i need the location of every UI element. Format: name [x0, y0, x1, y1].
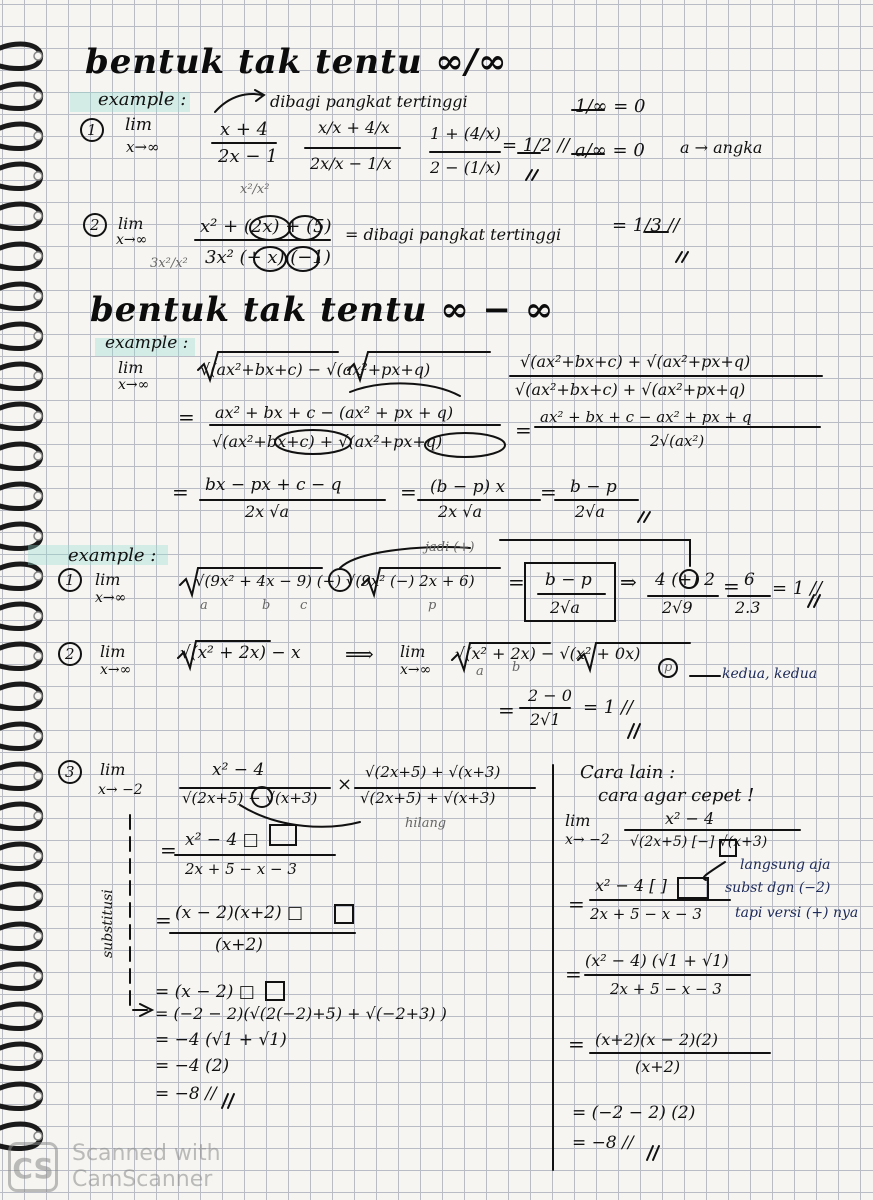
ex2-note: = dibagi pangkat tertinggi: [345, 225, 562, 244]
s3-ex1-res-den: 2.3: [735, 598, 761, 617]
section2-eq-5: =: [540, 480, 557, 504]
ex1-expr-den: 2x − 1: [218, 146, 278, 167]
ex1-step2-num: 1 + (4/x): [430, 124, 501, 143]
cara-lain-expr-num: x² − 4: [665, 809, 715, 828]
s3-ex3-expr-num: x² − 4: [212, 760, 265, 780]
s3-ex1-arrow: ⇒: [620, 570, 637, 594]
s3-ex1-sub-num: 4 (+) 2: [655, 570, 715, 590]
section2-line3-b-den: 2x √a: [438, 502, 483, 521]
cara-lain-s3-num: (x+2)(x − 2)(2): [595, 1030, 719, 1049]
s3-ex2-mark-p: p: [664, 660, 673, 675]
ex1-step1-den: 2x/x − 1/x: [310, 154, 392, 173]
s3-ex1-lim: lim: [95, 570, 121, 589]
section2-lim-sub: x→∞: [118, 377, 150, 393]
cara-lain-expr-den: √(2x+5) [−] √(x+3): [630, 834, 768, 850]
cara-lain-lim: lim: [565, 811, 591, 830]
s3-ex1-expr: √(9x² + 4x − 9) (−) √(9x² (−) 2x + 6): [195, 572, 475, 590]
s3-ex3-tail-5: = −8 //: [155, 1084, 217, 1104]
s3-ex3-step2-den: (x+2): [215, 935, 263, 955]
section2-line2-den: √(ax²+bx+c) + √(ax²+px+q): [212, 432, 443, 451]
section2-line3-b-num: (b − p) x: [430, 477, 506, 497]
section3-jadi-note: jadi (+): [425, 540, 475, 555]
cara-lain-subtitle: cara agar cepet !: [598, 785, 755, 806]
section2-line3-c-num: b − p: [570, 477, 617, 497]
s3-ex2-step-den: 2√1: [530, 710, 561, 729]
ex1-lim-sub: x→∞: [126, 138, 160, 156]
ex2-lim-sub: x→∞: [116, 232, 148, 248]
ex2-side-mark-1: x²/x²: [240, 182, 270, 197]
ex2-lim: lim: [118, 214, 144, 233]
s3-ex3-tail-2: = (−2 − 2)(√(2(−2)+5) + √(−2+3) ): [155, 1004, 447, 1023]
cara-lain-s5: = −8 //: [572, 1133, 634, 1153]
s3-ex2-arrow: ⟹: [345, 642, 374, 666]
s3-ex1-sub-den: 2√9: [662, 598, 693, 617]
cara-lain-note-3: tapi versi (+) nya: [735, 905, 859, 921]
cara-lain-s1-num: x² − 4 [ ]: [595, 876, 667, 895]
camscanner-logo-icon: CS: [8, 1142, 58, 1192]
s3-ex2-note: kedua, kedua: [722, 666, 818, 682]
cara-lain-lim-sub: x→ −2: [565, 832, 610, 848]
ex1-number: 1: [87, 121, 97, 139]
s3-ex3-lim-sub: x→ −2: [98, 782, 143, 798]
s3-ex3-hilang: hilang: [405, 816, 447, 831]
ex2-number: 2: [90, 216, 100, 234]
section3-example-label: example :: [68, 545, 157, 566]
section2-line2-right-num: ax² + bx + c − ax² + px + q: [540, 408, 752, 426]
section2-line2-right-den: 2√(ax²): [650, 432, 705, 450]
cara-lain-title: Cara lain :: [580, 762, 676, 783]
s3-ex3-step2-num: (x − 2)(x+2) □: [175, 903, 304, 923]
ex2-expr-den: 3x² (+ x) (−1): [205, 247, 331, 268]
cara-lain-eq-3: =: [568, 1032, 585, 1056]
section1-example-label: example :: [98, 89, 187, 110]
s3-ex3-side-label: substitusi: [100, 889, 116, 958]
cara-lain-eq-1: =: [568, 892, 585, 916]
ex1-step2-den: 2 − (1/x): [430, 158, 501, 177]
rule-1: 1/∞ = 0: [575, 96, 646, 117]
s3-ex2-step-num: 2 − 0: [528, 686, 572, 705]
s3-ex1-lim-sub: x→∞: [95, 590, 127, 606]
s3-ex2-result: = 1 //: [583, 697, 634, 718]
section2-line3-c-den: 2√a: [575, 502, 605, 521]
ex2-side-mark-2: 3x²/x²: [150, 256, 188, 271]
s3-ex3-times: ×: [337, 774, 353, 795]
s3-ex3-tail-3: = −4 (√1 + √1): [155, 1030, 287, 1050]
section2-line3-a-num: bx − px + c − q: [205, 475, 342, 495]
s3-ex3-tail-1: = (x − 2) □: [155, 982, 255, 1002]
s3-ex3-conj-num: √(2x+5) + √(x+3): [365, 763, 501, 781]
section2-eq-4: =: [400, 480, 417, 504]
s3-ex1-res-num: 6: [744, 570, 755, 590]
section2-eq-1: =: [178, 405, 195, 429]
s3-ex1-eq-2: =: [723, 574, 740, 598]
s3-ex2-mark-b: b: [512, 660, 521, 675]
watermark-line-2: CamScanner: [72, 1167, 213, 1192]
s3-ex2-number: 2: [65, 645, 75, 663]
ex1-lim: lim: [125, 115, 152, 135]
section2-title: bentuk tak tentu ∞ − ∞: [90, 290, 555, 330]
cara-lain-note-2: subst dgn (−2): [725, 880, 831, 896]
ex1-expr-num: x + 4: [220, 119, 269, 140]
s3-ex3-step1-den: 2x + 5 − x − 3: [185, 860, 297, 878]
section2-line3-a-den: 2x √a: [245, 502, 290, 521]
section2-eq-2: =: [515, 418, 532, 442]
s3-ex2-expr: √(x² + 2x) − x: [180, 643, 301, 663]
s3-ex1-mark-c: c: [300, 598, 308, 613]
s3-ex3-step1-num: x² − 4 □: [185, 830, 259, 850]
section2-expr: √(ax²+bx+c) − √(ax²+px+q): [200, 360, 431, 379]
cara-lain-s1-den: 2x + 5 − x − 3: [590, 905, 702, 923]
cara-lain-s2-num: (x² − 4) (√1 + √1): [585, 951, 729, 970]
section2-eq-3: =: [172, 480, 189, 504]
s3-ex3-eq-1: =: [160, 838, 177, 862]
section2-example-label: example :: [105, 333, 189, 353]
s3-ex1-mark-a: a: [200, 598, 208, 613]
cara-lain-eq-2: =: [565, 962, 582, 986]
s3-ex2-lim-sub: x→∞: [100, 662, 132, 678]
s3-ex3-conj-den: √(2x+5) + √(x+3): [360, 789, 496, 807]
s3-ex2-mark-a: a: [476, 664, 484, 679]
s3-ex2-rhs-lim: lim: [400, 642, 426, 661]
s3-ex2-rhs-lim-sub: x→∞: [400, 662, 432, 678]
s3-ex2-lim: lim: [100, 642, 126, 661]
s3-ex1-boxed-den: 2√a: [550, 598, 580, 617]
ex1-result: = 1/2 //: [502, 135, 570, 156]
ex2-expr-num: x² + (2x) + (5): [200, 216, 332, 237]
s3-ex3-lim: lim: [100, 760, 126, 779]
s3-ex1-result: = 1 //: [772, 578, 823, 599]
s3-ex1-boxed-num: b − p: [545, 570, 592, 590]
section2-line2-num: ax² + bx + c − (ax² + px + q): [215, 403, 454, 422]
s3-ex1-number: 1: [65, 571, 75, 589]
section2-lim: lim: [118, 358, 144, 377]
cara-lain-s4: = (−2 − 2) (2): [572, 1103, 696, 1123]
camscanner-watermark: [8, 1138, 228, 1193]
rule-3: a → angka: [680, 138, 763, 157]
cara-lain-s2-den: 2x + 5 − x − 3: [610, 980, 722, 998]
s3-ex2-rhs: √(x² + 2x) − √(x² + 0x): [455, 644, 641, 663]
watermark-line-1: Scanned with: [72, 1141, 221, 1166]
section2-conj-den: √(ax²+bx+c) + √(ax²+px+q): [515, 380, 746, 399]
s3-ex1-mark-p: p: [428, 598, 437, 613]
section2-conj-num: √(ax²+bx+c) + √(ax²+px+q): [520, 352, 751, 371]
s3-ex3-eq-2: =: [155, 908, 172, 932]
s3-ex1-mark-b: b: [262, 598, 271, 613]
s3-ex3-number: 3: [65, 763, 75, 781]
ex2-result: = 1/3 //: [612, 215, 680, 236]
s3-ex3-expr-den: √(2x+5) − √(x+3): [182, 789, 318, 807]
section1-note-divide: dibagi pangkat tertinggi: [270, 92, 468, 111]
cara-lain-s3-den: (x+2): [635, 1057, 681, 1076]
s3-ex2-eq: =: [498, 698, 515, 722]
rule-2: a/∞ = 0: [575, 140, 645, 161]
cara-lain-note-1: langsung aja: [740, 857, 831, 873]
ex1-step1-num: x/x + 4/x: [318, 118, 390, 137]
s3-ex3-tail-4: = −4 (2): [155, 1056, 230, 1076]
section1-title: bentuk tak tentu ∞/∞: [85, 42, 508, 82]
s3-ex1-eq: =: [508, 570, 525, 594]
